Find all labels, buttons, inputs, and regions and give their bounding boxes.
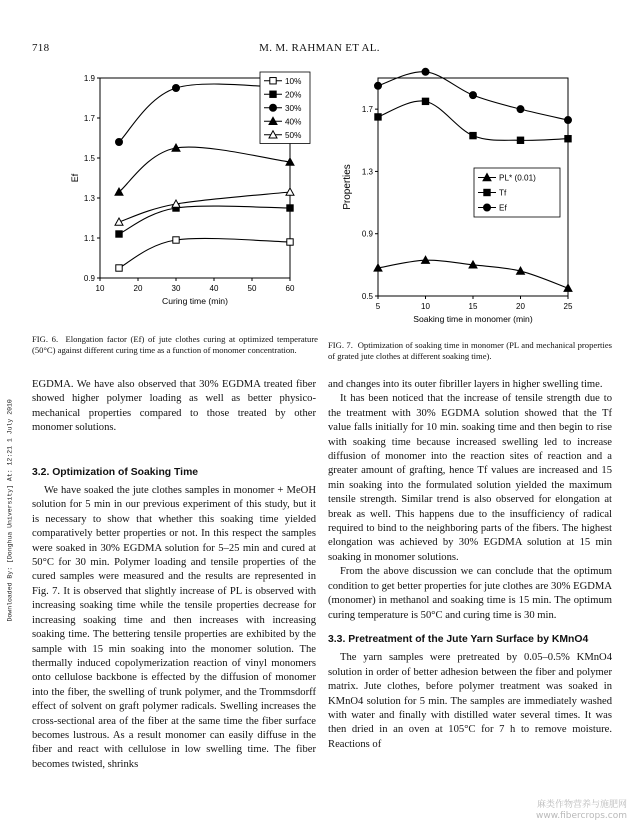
data-point: [115, 218, 123, 225]
data-point: [422, 68, 429, 75]
y-tick-label: 0.9: [83, 274, 95, 283]
y-tick-label: 1.7: [83, 114, 95, 123]
right-paragraph-2: It has been noticed that the increase of tensile strength due to the treatment with 30% EGDMA solution showed that the Tf value falls initially for 10 min. soaking time and then begin to rise with soaking time because increased swelling led to increase diffusion of monomer into the reaction sites of reaction and a greater amount of grafting, hence Tf values are increased and 15 min soaking into the formulated solution yielded the maximum tensile strength. Similar trend is also observed for elongation at break as well. This happens due to the insufficiency of radical required to bind to the neighboring parts of the fibers. The highest elongation was achieved by 30% EGDMA solution at 15 min soaking in monomer solutions.: [328, 393, 612, 563]
figure-6-caption-text: Elongation factor (Ef) of jute clothes curing at optimized temperature (50°C) against different curing time as a function of monomer concentration.: [32, 334, 318, 356]
figure-7-caption-text: Optimization of soaking time in monomer (PL and mechanical properties of grated jute clothes at different soaking time).: [328, 340, 612, 362]
x-tick-label: 20: [133, 284, 143, 293]
x-tick-label: 60: [285, 284, 295, 293]
x-tick-label: 20: [516, 302, 525, 311]
data-point: [470, 132, 476, 138]
y-tick-label: 1.5: [83, 154, 95, 163]
y-tick-label: 0.5: [361, 292, 373, 301]
data-point: [287, 239, 293, 245]
legend-label: 40%: [285, 117, 302, 127]
figure-7-caption-label: FIG. 7.: [328, 340, 353, 350]
y-tick-label: 1.3: [361, 167, 373, 177]
data-point: [470, 92, 477, 99]
legend-label: Ef: [499, 203, 507, 213]
legend-marker: [484, 204, 491, 211]
x-axis-label: Curing time (min): [162, 296, 228, 306]
right-paragraph-1: and changes into its outer fibriller layers in higher swelling time.: [328, 379, 603, 390]
data-point: [565, 117, 572, 124]
data-point: [565, 136, 571, 142]
y-tick-label: 1.3: [83, 194, 95, 203]
watermark: [536, 800, 627, 822]
x-axis-label: Soaking time in monomer (min): [413, 314, 533, 324]
legend-label: 50%: [285, 130, 302, 140]
data-point: [173, 85, 180, 92]
data-point: [375, 114, 381, 120]
left-intro-paragraph: EGDMA. We have also observed that 30% EGDMA treated fiber showed higher polymer loading as well as better physico-mechanical properties compared to those treated by other monomer solutions.: [32, 379, 316, 434]
watermark-line-2: www.fibercrops.com: [536, 811, 627, 821]
x-tick-label: 25: [563, 302, 573, 311]
x-tick-label: 15: [468, 302, 478, 311]
series-line: [119, 206, 290, 234]
y-axis-label: Ef: [70, 173, 80, 183]
data-point: [517, 106, 524, 113]
data-point: [116, 139, 123, 146]
y-axis-label: Properties: [342, 164, 353, 210]
legend-label: PL* (0.01): [499, 173, 536, 183]
right-paragraph-3: From the above discussion we can conclude that the optimum condition to get better properties for jute clothes are 30% EGDMA (monomer) in methanol and soaking time is 15 min. The optimum curing temperature is 50°C and curing time is 30 min.: [328, 566, 612, 621]
data-point: [173, 237, 179, 243]
x-tick-label: 50: [247, 284, 257, 293]
right-paragraph-4: The yarn samples were pretreated by 0.05–0.5% KMnO4 solution in order of better adhesion between the fiber and polymer matrix. Jute clothes, before polymer treatment was soaked in KMnO4 solution for 5 min. The samples are immediately washed with water and finally with distilled water several times. It was then dried in an oven at 105°C for 7 h to remove moisture. Reactions of: [328, 652, 612, 750]
left-column: [32, 378, 316, 772]
download-note: Downloaded By: [Donghua University] At: 12:21 1 July 2010: [6, 399, 14, 622]
data-point: [422, 98, 428, 104]
data-point: [375, 82, 382, 89]
y-tick-label: 1.7: [361, 105, 373, 115]
data-point: [564, 284, 572, 291]
section-3-2-paragraph: We have soaked the jute clothes samples in monomer + MeOH solution for 5 min in our previous experiment of this study, but it is necessary to show that whether this soaking time yielded comparatively better properties or not. In this respect the samples were soaked in 30% EGDMA solution for 5–25 min and cured at 50°C for 30 min. Polymer loading and tensile properties of the cured samples were measured and the results are represented in Fig. 7. It is observed that slightly increase of PL is observed with increasing soaking time while the tensile properties decrease for increasing soaking time and then increases with increasing soaking time. The bettering tensile properties are exhibited by the sample with 15 min soaking into the monomer solution. The thermally induced copolymerization reaction of vinyl monomers onto cellulose backbone is effected by the diffusion of monomer into the fiber, the swelling of trunk polymer, and the Trommsdorff effect of solvent on graft polymer radicals. Swelling increases the cross-sectional area of the fiber at the same time the fiber surface becomes lustrous. As a result monomer can easily diffuse in the fiber and react with cellulose in low swelling time. The fiber becomes twisted, shrinks: [32, 485, 316, 770]
data-point: [116, 231, 122, 237]
y-tick-label: 0.9: [361, 229, 373, 239]
figure-6-caption-label: FIG. 6.: [32, 334, 59, 344]
page-number: 718: [32, 42, 50, 54]
data-point: [517, 137, 523, 143]
legend-marker: [484, 189, 490, 195]
legend-label: 20%: [285, 90, 302, 100]
data-point: [116, 265, 122, 271]
figure-6-caption: [32, 334, 318, 356]
legend-label: 30%: [285, 103, 302, 113]
right-column: [328, 378, 612, 752]
y-tick-label: 1.1: [83, 234, 95, 243]
data-point: [286, 188, 294, 195]
figure-6-chart: [68, 66, 320, 318]
legend-label: 10%: [285, 76, 302, 86]
figure-7-chart: [330, 66, 582, 336]
x-tick-label: 5: [375, 302, 381, 311]
x-tick-label: 40: [209, 284, 219, 293]
watermark-line-1: 麻类作物营养与施肥网: [536, 800, 627, 810]
running-head: M. M. RAHMAN ET AL.: [259, 42, 380, 54]
data-point: [287, 205, 293, 211]
figure-6-svg: [68, 66, 320, 318]
x-tick-label: 30: [171, 284, 181, 293]
section-3-2-heading: 3.2. Optimization of Soaking Time: [32, 466, 199, 478]
x-tick-label: 10: [421, 302, 430, 311]
series-line: [119, 147, 290, 192]
figure-7-svg: [330, 66, 582, 336]
series-line: [119, 238, 290, 268]
y-tick-label: 1.9: [83, 74, 95, 83]
figure-7-caption: [328, 340, 612, 362]
legend-label: Tf: [499, 188, 507, 198]
section-3-3-heading: 3.3. Pretreatment of the Jute Yarn Surface by KMnO4: [328, 633, 589, 645]
legend-marker: [270, 104, 277, 111]
legend-marker: [270, 91, 276, 97]
x-tick-label: 10: [95, 284, 105, 293]
legend-marker: [270, 78, 276, 84]
